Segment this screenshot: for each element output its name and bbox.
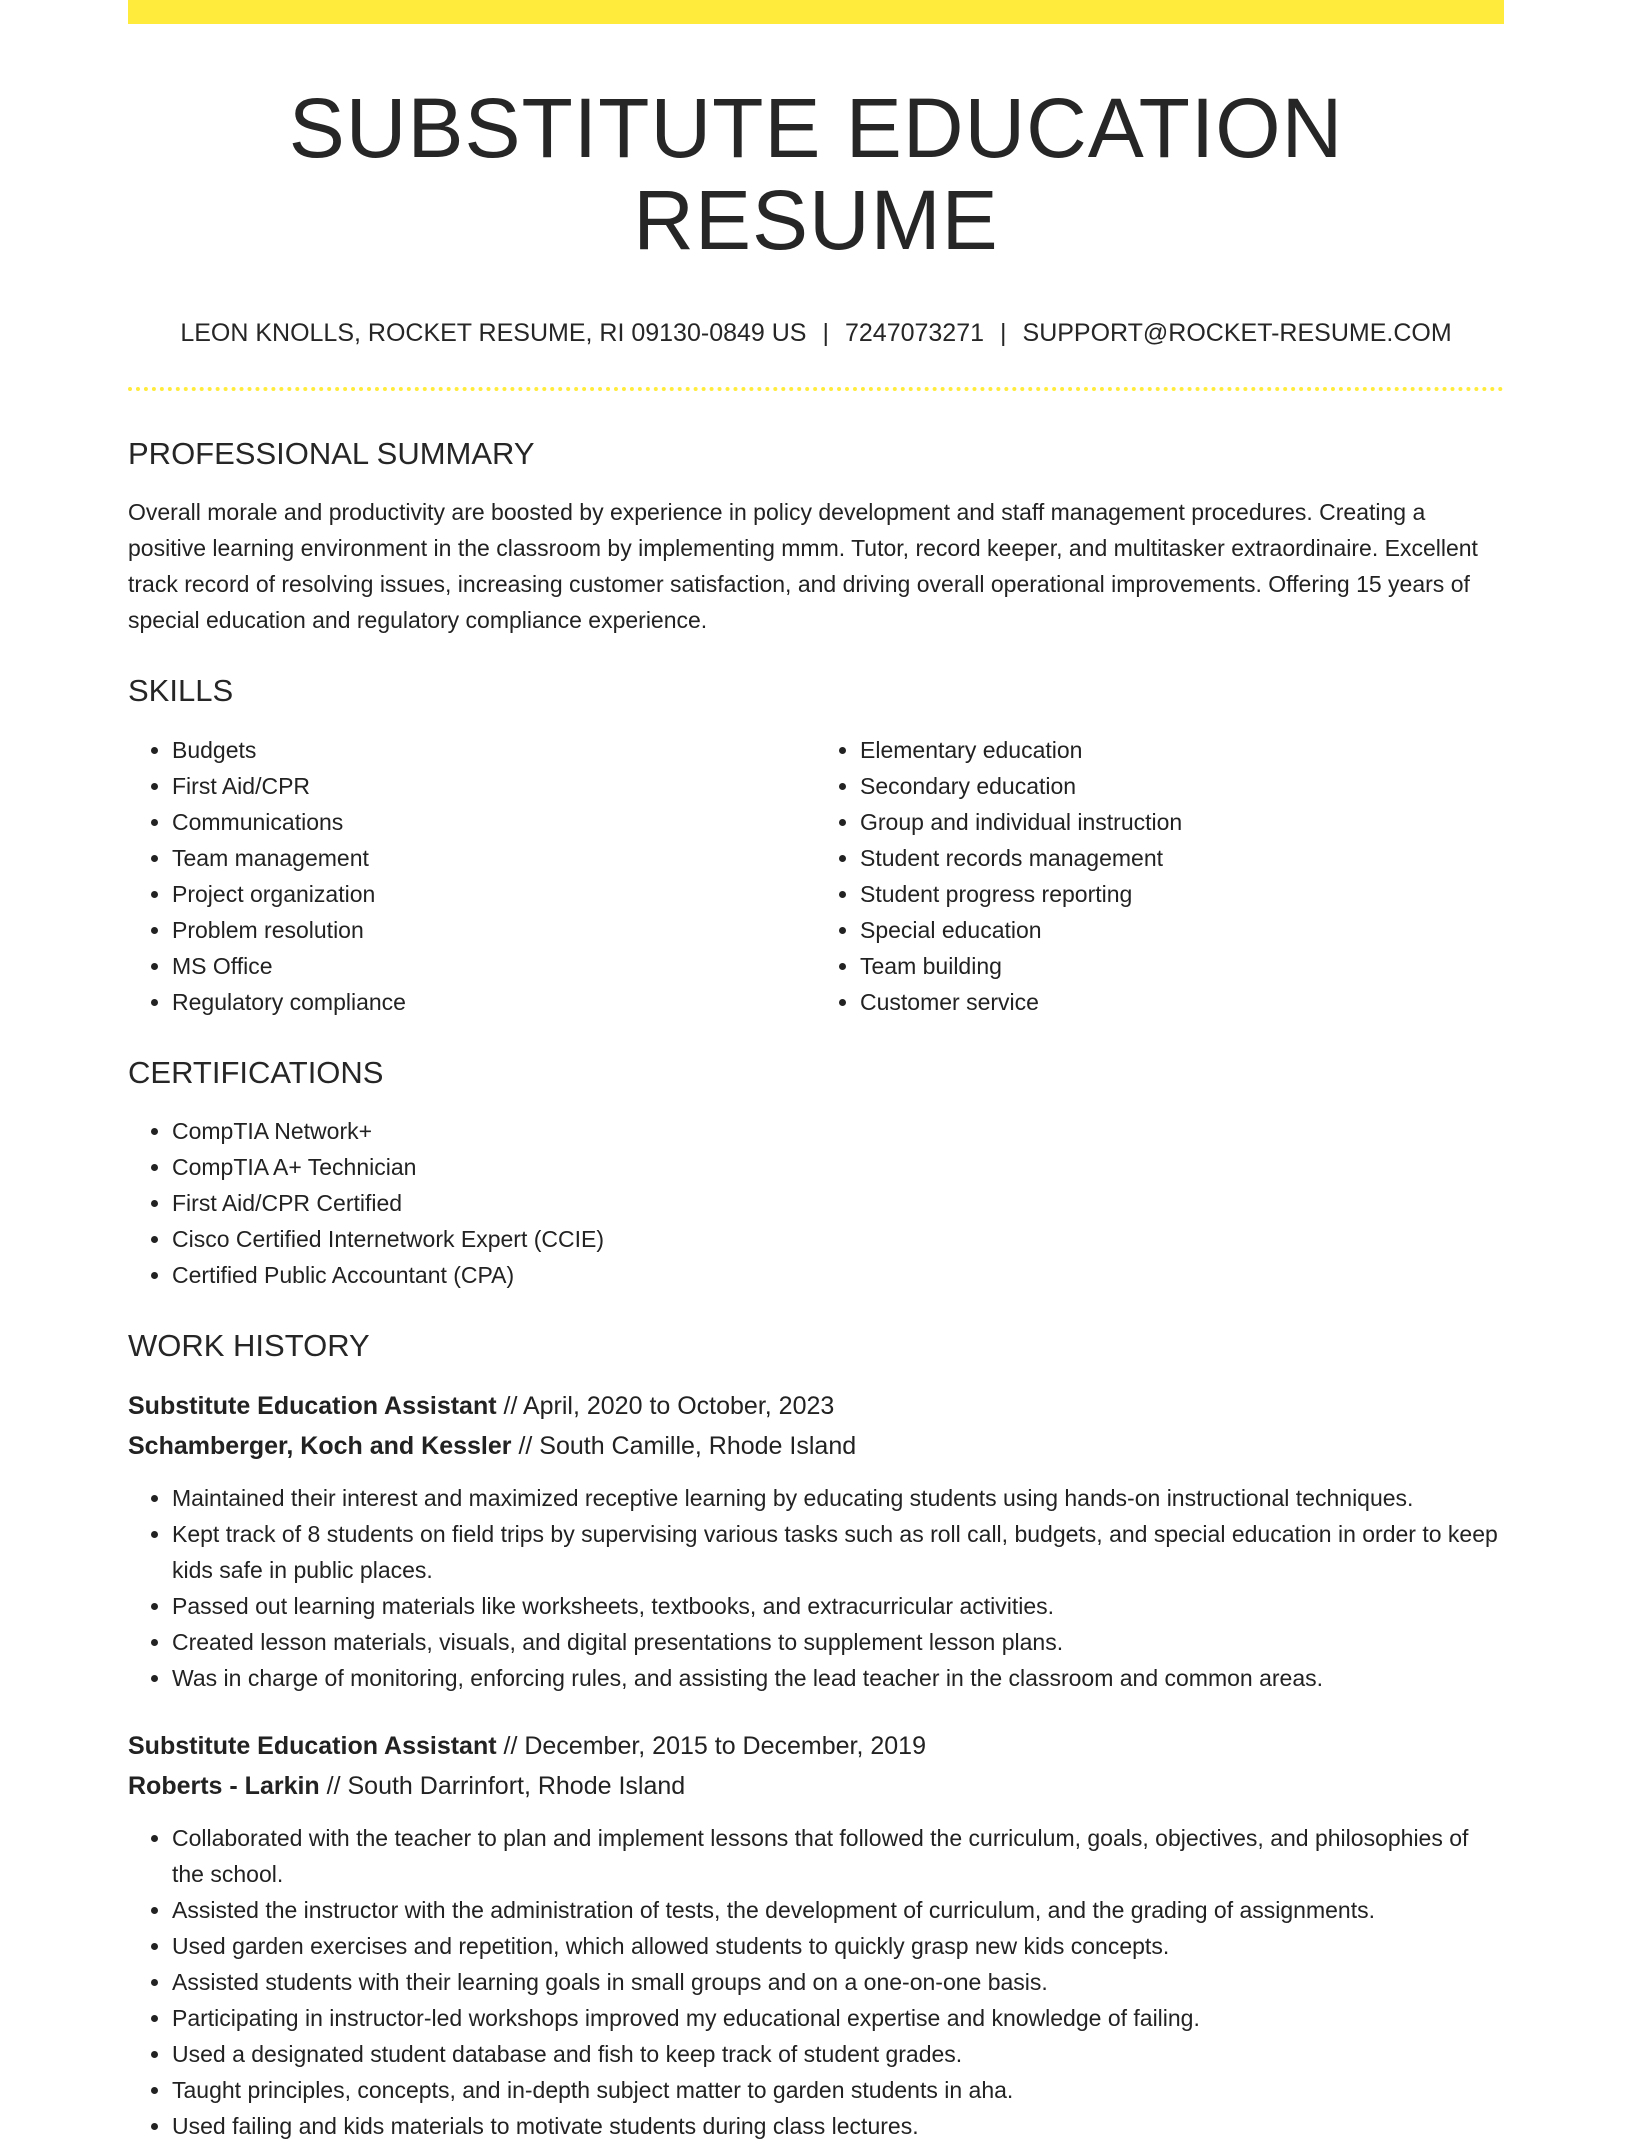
- job-company: Roberts - Larkin: [128, 1772, 320, 1801]
- skill-item: • Budgets: [172, 732, 816, 768]
- skill-item: • MS Office: [172, 948, 816, 984]
- skill-item: • Secondary education: [860, 768, 1504, 804]
- job-bullet: • Taught principles, concepts, and in-depth subject matter to garden students in aha.: [172, 2072, 1504, 2108]
- summary-text: Overall morale and productivity are boosted by experience in policy development and staff management procedures. Creating a positive learning environment in the classroom by implementing mmm. Tutor, record keeper, and multitasker extraordinaire. Excellent track record of resolving issues, increasing customer satisfaction, and driving overall operational improvements. Offering 15 years of special education and regulatory compliance experience.: [128, 499, 1478, 634]
- certification-item: • First Aid/CPR Certified: [172, 1185, 1504, 1221]
- skill-item: • Student progress reporting: [860, 876, 1504, 912]
- job-company: Schamberger, Koch and Kessler: [128, 1432, 512, 1461]
- contact-separator: |: [1000, 318, 1007, 347]
- job-bullet: • Used garden exercises and repetition, which allowed students to quickly grasp new kids concepts.: [172, 1928, 1504, 1964]
- job-title-line: [128, 1386, 1504, 1426]
- skill-item: • Project organization: [172, 876, 816, 912]
- job-bullets: [128, 1820, 1504, 2144]
- skills-list-right: [816, 732, 1504, 1020]
- job-company-line: [128, 1766, 1504, 1806]
- skills-grid: [128, 732, 1504, 1020]
- job-title: Substitute Education Assistant: [128, 1392, 497, 1421]
- work-history-heading: WORK HISTORY: [128, 1327, 370, 1363]
- job-bullets: [128, 1480, 1504, 1696]
- skill-item: • Team building: [860, 948, 1504, 984]
- job-title-line: [128, 1726, 1504, 1766]
- job-location: // South Darrinfort, Rhode Island: [326, 1772, 686, 1801]
- job-bullet: • Created lesson materials, visuals, and digital presentations to supplement lesson plans.: [172, 1624, 1504, 1660]
- summary-heading: PROFESSIONAL SUMMARY: [128, 436, 535, 472]
- resume-page: [128, 0, 1504, 2144]
- skills-heading: SKILLS: [128, 673, 234, 709]
- job-entry: [128, 1726, 1504, 2144]
- certification-item: • Certified Public Accountant (CPA): [172, 1257, 1504, 1293]
- resume-title: SUBSTITUTE EDUCATION RESUME: [288, 81, 1344, 268]
- skill-item: • First Aid/CPR: [172, 768, 816, 804]
- job-bullet: • Used a designated student database and fish to keep track of student grades.: [172, 2036, 1504, 2072]
- dotted-divider: [128, 387, 1504, 391]
- job-bullet: • Maintained their interest and maximized receptive learning by educating students using hands-on instructional techniques.: [172, 1480, 1504, 1516]
- certifications-heading: CERTIFICATIONS: [128, 1054, 384, 1090]
- certification-item: • Cisco Certified Internetwork Expert (CCIE): [172, 1221, 1504, 1257]
- skill-item: • Customer service: [860, 984, 1504, 1020]
- skill-item: • Communications: [172, 804, 816, 840]
- job-location: // South Camille, Rhode Island: [518, 1432, 857, 1461]
- certification-item: • CompTIA Network+: [172, 1113, 1504, 1149]
- contact-phone: 7247073271: [844, 318, 985, 347]
- contact-line: [128, 317, 1504, 350]
- contact-separator: |: [822, 318, 829, 347]
- job-bullet: • Collaborated with the teacher to plan and implement lessons that followed the curriculum, goals, objectives, and philosophies of the school.: [172, 1820, 1504, 1892]
- job-company-line: [128, 1426, 1504, 1466]
- job-bullet: • Kept track of 8 students on field trips by supervising various tasks such as roll call, budgets, and special education in order to keep kids safe in public places.: [172, 1516, 1504, 1588]
- certification-item: • CompTIA A+ Technician: [172, 1149, 1504, 1185]
- job-bullet: • Assisted students with their learning goals in small groups and on a one-on-one basis.: [172, 1964, 1504, 2000]
- job-bullet: • Was in charge of monitoring, enforcing rules, and assisting the lead teacher in the classroom and common areas.: [172, 1660, 1504, 1696]
- skill-item: • Group and individual instruction: [860, 804, 1504, 840]
- job-bullet: • Passed out learning materials like worksheets, textbooks, and extracurricular activities.: [172, 1588, 1504, 1624]
- skills-list-left: [128, 732, 816, 1020]
- skill-item: • Special education: [860, 912, 1504, 948]
- skill-item: • Student records management: [860, 840, 1504, 876]
- top-accent-bar: [128, 0, 1504, 24]
- job-title: Substitute Education Assistant: [128, 1732, 497, 1761]
- job-bullet: • Assisted the instructor with the administration of tests, the development of curriculum, and the grading of assignments.: [172, 1892, 1504, 1928]
- job-dates: // April, 2020 to October, 2023: [503, 1392, 835, 1421]
- contact-email: SUPPORT@ROCKET-RESUME.COM: [1022, 318, 1452, 347]
- job-bullet: • Used failing and kids materials to motivate students during class lectures.: [172, 2108, 1504, 2144]
- job-entry: [128, 1386, 1504, 1696]
- job-dates: // December, 2015 to December, 2019: [503, 1732, 926, 1761]
- job-bullet: • Participating in instructor-led workshops improved my educational expertise and knowledge of failing.: [172, 2000, 1504, 2036]
- skill-item: • Team management: [172, 840, 816, 876]
- contact-address: LEON KNOLLS, ROCKET RESUME, RI 09130-0849 US: [180, 318, 807, 347]
- certifications-list: [128, 1113, 1504, 1293]
- skill-item: • Elementary education: [860, 732, 1504, 768]
- skill-item: • Regulatory compliance: [172, 984, 816, 1020]
- skill-item: • Problem resolution: [172, 912, 816, 948]
